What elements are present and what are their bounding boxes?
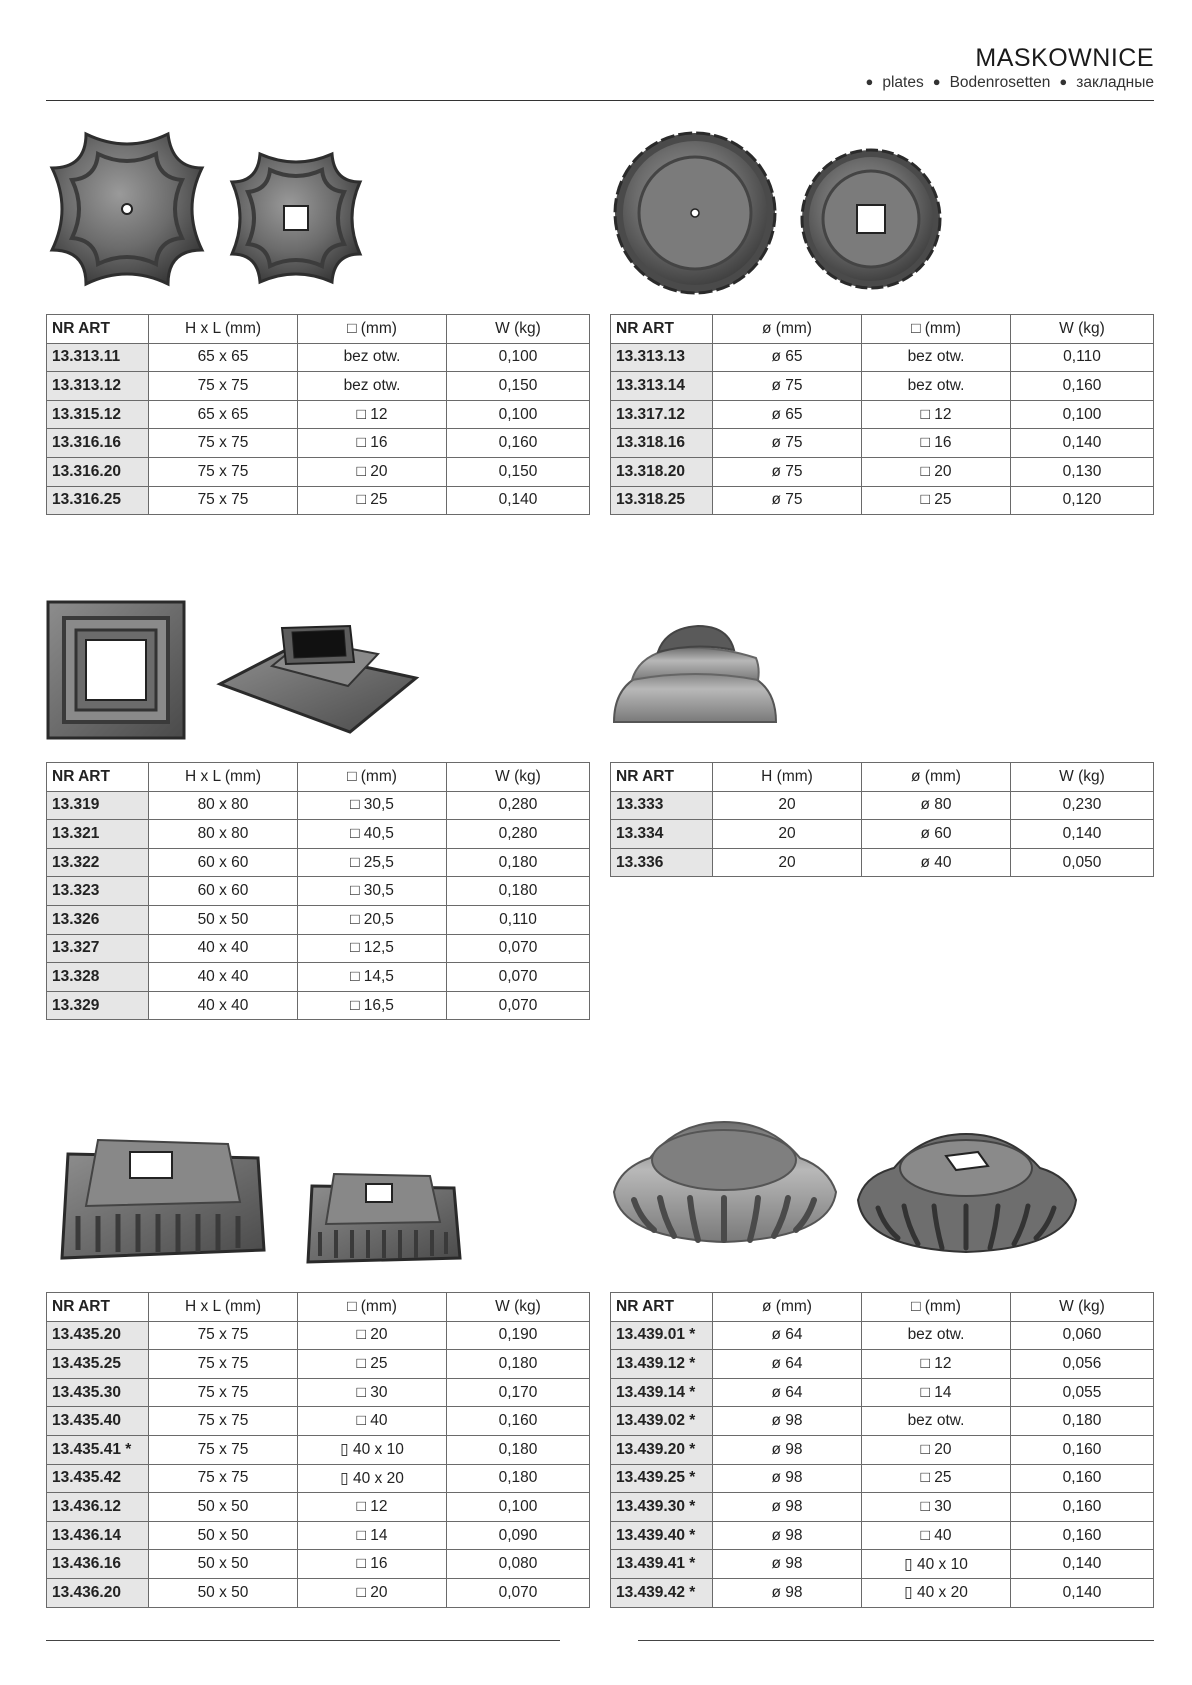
table-row	[611, 1378, 1154, 1407]
table-row	[47, 1407, 590, 1436]
table-header-row	[47, 763, 590, 792]
article-number: 13.439.20 *	[611, 1435, 713, 1464]
article-number: 13.313.12	[47, 372, 149, 401]
cell: □ 12	[298, 1493, 447, 1522]
cell: □ 16,5	[298, 991, 447, 1020]
table-row	[47, 848, 590, 877]
table-row	[611, 372, 1154, 401]
cell: 0,140	[1011, 1578, 1154, 1607]
col-header: W (kg)	[1011, 1293, 1154, 1322]
cell: ø 65	[713, 343, 862, 372]
table-row	[611, 429, 1154, 458]
cell: 0,190	[447, 1321, 590, 1350]
table-row	[47, 1464, 590, 1493]
table-header-row	[611, 763, 1154, 792]
cell: 50 x 50	[149, 1493, 298, 1522]
table-row	[611, 1550, 1154, 1579]
cell: ▯ 40 x 10	[862, 1550, 1011, 1579]
article-number: 13.322	[47, 848, 149, 877]
cell: □ 40	[862, 1521, 1011, 1550]
cell: 0,060	[1011, 1321, 1154, 1350]
cell: 65 x 65	[149, 343, 298, 372]
article-number: 13.318.20	[611, 457, 713, 486]
cell: 0,070	[447, 991, 590, 1020]
cell: bez otw.	[298, 372, 447, 401]
cell: ø 98	[713, 1578, 862, 1607]
bullet-icon: ●	[865, 74, 874, 89]
table-row	[611, 848, 1154, 877]
cell: bez otw.	[862, 343, 1011, 372]
table-row	[611, 457, 1154, 486]
table-row	[47, 372, 590, 401]
col-header: □ (mm)	[298, 1293, 447, 1322]
cell: 65 x 65	[149, 400, 298, 429]
col-header: H (mm)	[713, 763, 862, 792]
bullet-icon: ●	[932, 74, 941, 89]
article-number: 13.336	[611, 848, 713, 877]
table-row	[611, 791, 1154, 820]
article-number: 13.439.14 *	[611, 1378, 713, 1407]
article-number: 13.329	[47, 991, 149, 1020]
cell: ø 98	[713, 1521, 862, 1550]
cell: 0,280	[447, 791, 590, 820]
cell: 0,160	[1011, 1435, 1154, 1464]
product-image-round-plate-small	[798, 146, 944, 292]
subtitle-item-en: plates	[882, 74, 924, 91]
col-header: NR ART	[47, 763, 149, 792]
table-row	[47, 457, 590, 486]
article-number: 13.328	[47, 963, 149, 992]
cell: bez otw.	[298, 343, 447, 372]
cell: 0,120	[1011, 486, 1154, 515]
cell: □ 12,5	[298, 934, 447, 963]
cell: 50 x 50	[149, 905, 298, 934]
article-number: 13.439.41 *	[611, 1550, 713, 1579]
cell: □ 16	[862, 429, 1011, 458]
col-header: NR ART	[611, 315, 713, 344]
table-row	[47, 1378, 590, 1407]
table-row	[47, 343, 590, 372]
footer-divider-right	[638, 1640, 1154, 1641]
cell: bez otw.	[862, 372, 1011, 401]
cell: ▯ 40 x 20	[862, 1578, 1011, 1607]
table-row	[47, 486, 590, 515]
cell: ø 60	[862, 820, 1011, 849]
article-number: 13.439.40 *	[611, 1521, 713, 1550]
cell: □ 25	[298, 486, 447, 515]
cell: □ 20,5	[298, 905, 447, 934]
col-header: W (kg)	[1011, 763, 1154, 792]
col-header: W (kg)	[447, 315, 590, 344]
article-number: 13.326	[47, 905, 149, 934]
cell: 0,230	[1011, 791, 1154, 820]
cell: □ 30	[298, 1378, 447, 1407]
cell: 0,140	[447, 486, 590, 515]
cell: 80 x 80	[149, 791, 298, 820]
cell: □ 25	[298, 1350, 447, 1379]
cell: ø 98	[713, 1493, 862, 1522]
table-row	[47, 934, 590, 963]
cell: 0,160	[1011, 372, 1154, 401]
cell: 0,130	[1011, 457, 1154, 486]
col-header: □ (mm)	[862, 1293, 1011, 1322]
table-row	[611, 486, 1154, 515]
product-image-round-plate-large	[610, 128, 780, 298]
table-header-row	[47, 315, 590, 344]
cell: 0,180	[447, 1435, 590, 1464]
article-number: 13.321	[47, 820, 149, 849]
product-image-square-frame	[46, 600, 186, 740]
article-number: 13.316.20	[47, 457, 149, 486]
cell: □ 12	[298, 400, 447, 429]
cell: 20	[713, 791, 862, 820]
cell: 50 x 50	[149, 1550, 298, 1579]
table-row	[611, 1435, 1154, 1464]
col-header: W (kg)	[447, 763, 590, 792]
cell: 0,100	[447, 400, 590, 429]
cell: 0,180	[447, 1350, 590, 1379]
cell: ø 98	[713, 1407, 862, 1436]
cell: □ 25	[862, 486, 1011, 515]
article-number: 13.436.16	[47, 1550, 149, 1579]
cell: ø 98	[713, 1464, 862, 1493]
cell: □ 14,5	[298, 963, 447, 992]
table-row	[47, 429, 590, 458]
subtitle-item-ru: закладные	[1076, 74, 1154, 91]
cell: ▯ 40 x 20	[298, 1464, 447, 1493]
product-image-stepped-dome	[610, 622, 780, 732]
cell: 0,160	[447, 429, 590, 458]
product-image-ribbed-plate-small	[304, 1168, 464, 1268]
cell: 50 x 50	[149, 1578, 298, 1607]
cell: 0,070	[447, 1578, 590, 1607]
table-row	[47, 1578, 590, 1607]
col-header: ø (mm)	[713, 315, 862, 344]
article-number: 13.333	[611, 791, 713, 820]
cell: 0,100	[1011, 400, 1154, 429]
cell: bez otw.	[862, 1321, 1011, 1350]
cell: 0,050	[1011, 848, 1154, 877]
cell: 0,110	[447, 905, 590, 934]
article-number: 13.439.02 *	[611, 1407, 713, 1436]
col-header: ø (mm)	[713, 1293, 862, 1322]
table-row	[47, 877, 590, 906]
table-row	[47, 791, 590, 820]
table-row	[47, 905, 590, 934]
cell: 20	[713, 820, 862, 849]
cell: 0,070	[447, 934, 590, 963]
table-row	[611, 400, 1154, 429]
page-header	[46, 42, 1154, 101]
cell: ø 98	[713, 1435, 862, 1464]
article-number: 13.439.01 *	[611, 1321, 713, 1350]
cell: ø 64	[713, 1378, 862, 1407]
article-number: 13.436.14	[47, 1521, 149, 1550]
cell: 0,180	[447, 848, 590, 877]
cell: 0,160	[447, 1407, 590, 1436]
cell: 40 x 40	[149, 991, 298, 1020]
table-row	[611, 1464, 1154, 1493]
col-header: □ (mm)	[298, 315, 447, 344]
article-number: 13.439.12 *	[611, 1350, 713, 1379]
cell: 0,180	[1011, 1407, 1154, 1436]
table-row	[47, 1350, 590, 1379]
spec-table-fluted-domes	[610, 1292, 1154, 1608]
product-image-pyramid-base	[216, 620, 430, 740]
article-number: 13.436.20	[47, 1578, 149, 1607]
article-number: 13.435.25	[47, 1350, 149, 1379]
cell: ø 75	[713, 429, 862, 458]
cell: 0,280	[447, 820, 590, 849]
cell: □ 30,5	[298, 791, 447, 820]
cell: □ 16	[298, 1550, 447, 1579]
article-number: 13.317.12	[611, 400, 713, 429]
article-number: 13.313.14	[611, 372, 713, 401]
cell: 0,090	[447, 1521, 590, 1550]
cell: 0,055	[1011, 1378, 1154, 1407]
cell: 0,150	[447, 457, 590, 486]
col-header: W (kg)	[1011, 315, 1154, 344]
cell: □ 30,5	[298, 877, 447, 906]
cell: 0,150	[447, 372, 590, 401]
table-row	[47, 1550, 590, 1579]
article-number: 13.435.40	[47, 1407, 149, 1436]
article-number: 13.439.25 *	[611, 1464, 713, 1493]
cell: □ 20	[298, 1578, 447, 1607]
cell: 0,140	[1011, 820, 1154, 849]
table-row	[47, 1435, 590, 1464]
bullet-icon: ●	[1059, 74, 1068, 89]
product-image-fluted-dome-large	[610, 1118, 840, 1248]
table-row	[47, 991, 590, 1020]
table-row	[611, 820, 1154, 849]
cell: ø 75	[713, 486, 862, 515]
product-image-ribbed-plate-large	[58, 1130, 270, 1266]
article-number: 13.435.41 *	[47, 1435, 149, 1464]
table-header-row	[611, 315, 1154, 344]
subtitle-item-de: Bodenrosetten	[949, 74, 1051, 91]
spec-table-stepped-domes	[610, 762, 1154, 877]
cell: 60 x 60	[149, 877, 298, 906]
cell: □ 30	[862, 1493, 1011, 1522]
cell: □ 20	[862, 1435, 1011, 1464]
article-number: 13.327	[47, 934, 149, 963]
cell: ▯ 40 x 10	[298, 1435, 447, 1464]
article-number: 13.323	[47, 877, 149, 906]
cell: 0,140	[1011, 429, 1154, 458]
spec-table-round-plates	[610, 314, 1154, 515]
cell: □ 20	[298, 457, 447, 486]
product-image-cross-plate-small	[226, 148, 366, 288]
spec-table-ribbed-plates	[46, 1292, 590, 1608]
page-subtitle	[857, 74, 1155, 92]
table-row	[47, 963, 590, 992]
cell: 75 x 75	[149, 1464, 298, 1493]
article-number: 13.316.16	[47, 429, 149, 458]
col-header: H x L (mm)	[149, 763, 298, 792]
cell: ø 75	[713, 372, 862, 401]
article-number: 13.436.12	[47, 1493, 149, 1522]
col-header: NR ART	[47, 1293, 149, 1322]
cell: 0,100	[447, 1493, 590, 1522]
cell: 75 x 75	[149, 1378, 298, 1407]
cell: 0,180	[447, 1464, 590, 1493]
cell: 60 x 60	[149, 848, 298, 877]
cell: 75 x 75	[149, 457, 298, 486]
table-row	[611, 1350, 1154, 1379]
col-header: NR ART	[611, 1293, 713, 1322]
cell: ø 64	[713, 1350, 862, 1379]
cell: □ 14	[862, 1378, 1011, 1407]
cell: bez otw.	[862, 1407, 1011, 1436]
cell: 0,140	[1011, 1550, 1154, 1579]
product-image-fluted-dome-small	[854, 1130, 1080, 1256]
cell: ø 80	[862, 791, 1011, 820]
cell: 0,110	[1011, 343, 1154, 372]
product-image-cross-plate-large	[46, 128, 208, 290]
cell: □ 12	[862, 400, 1011, 429]
article-number: 13.318.25	[611, 486, 713, 515]
cell: ø 65	[713, 400, 862, 429]
cell: 0,160	[1011, 1521, 1154, 1550]
spec-table-square-frames	[46, 762, 590, 1020]
cell: □ 40	[298, 1407, 447, 1436]
article-number: 13.315.12	[47, 400, 149, 429]
col-header: ø (mm)	[862, 763, 1011, 792]
cell: 0,100	[447, 343, 590, 372]
cell: □ 25	[862, 1464, 1011, 1493]
page-title: MASKOWNICE	[975, 44, 1154, 72]
article-number: 13.435.20	[47, 1321, 149, 1350]
cell: □ 25,5	[298, 848, 447, 877]
col-header: H x L (mm)	[149, 1293, 298, 1322]
table-row	[611, 1321, 1154, 1350]
cell: 40 x 40	[149, 963, 298, 992]
col-header: H x L (mm)	[149, 315, 298, 344]
spec-table-cross-plates	[46, 314, 590, 515]
cell: ø 98	[713, 1550, 862, 1579]
table-row	[611, 1578, 1154, 1607]
cell: ø 64	[713, 1321, 862, 1350]
cell: 0,180	[447, 877, 590, 906]
article-number: 13.313.11	[47, 343, 149, 372]
article-number: 13.316.25	[47, 486, 149, 515]
table-header-row	[611, 1293, 1154, 1322]
footer-divider-left	[46, 1640, 560, 1641]
table-header-row	[47, 1293, 590, 1322]
article-number: 13.318.16	[611, 429, 713, 458]
col-header: W (kg)	[447, 1293, 590, 1322]
cell: 75 x 75	[149, 429, 298, 458]
cell: 75 x 75	[149, 486, 298, 515]
col-header: NR ART	[47, 315, 149, 344]
table-row	[611, 1493, 1154, 1522]
article-number: 13.334	[611, 820, 713, 849]
cell: □ 14	[298, 1521, 447, 1550]
cell: ø 40	[862, 848, 1011, 877]
cell: □ 20	[298, 1321, 447, 1350]
cell: 75 x 75	[149, 1321, 298, 1350]
table-row	[611, 1407, 1154, 1436]
cell: □ 20	[862, 457, 1011, 486]
cell: 0,170	[447, 1378, 590, 1407]
cell: □ 16	[298, 429, 447, 458]
cell: 75 x 75	[149, 372, 298, 401]
cell: 75 x 75	[149, 1435, 298, 1464]
cell: 0,080	[447, 1550, 590, 1579]
article-number: 13.313.13	[611, 343, 713, 372]
table-row	[47, 400, 590, 429]
article-number: 13.435.30	[47, 1378, 149, 1407]
cell: 75 x 75	[149, 1350, 298, 1379]
cell: 80 x 80	[149, 820, 298, 849]
cell: 40 x 40	[149, 934, 298, 963]
article-number: 13.439.30 *	[611, 1493, 713, 1522]
article-number: 13.435.42	[47, 1464, 149, 1493]
cell: □ 12	[862, 1350, 1011, 1379]
col-header: □ (mm)	[298, 763, 447, 792]
cell: 20	[713, 848, 862, 877]
cell: 0,070	[447, 963, 590, 992]
cell: 50 x 50	[149, 1521, 298, 1550]
table-row	[47, 1521, 590, 1550]
table-row	[611, 1521, 1154, 1550]
article-number: 13.439.42 *	[611, 1578, 713, 1607]
cell: 75 x 75	[149, 1407, 298, 1436]
cell: 0,160	[1011, 1493, 1154, 1522]
cell: □ 40,5	[298, 820, 447, 849]
table-row	[47, 1493, 590, 1522]
table-row	[47, 1321, 590, 1350]
table-row	[47, 820, 590, 849]
col-header: NR ART	[611, 763, 713, 792]
article-number: 13.319	[47, 791, 149, 820]
cell: ø 75	[713, 457, 862, 486]
cell: 0,160	[1011, 1464, 1154, 1493]
col-header: □ (mm)	[862, 315, 1011, 344]
cell: 0,056	[1011, 1350, 1154, 1379]
table-row	[611, 343, 1154, 372]
